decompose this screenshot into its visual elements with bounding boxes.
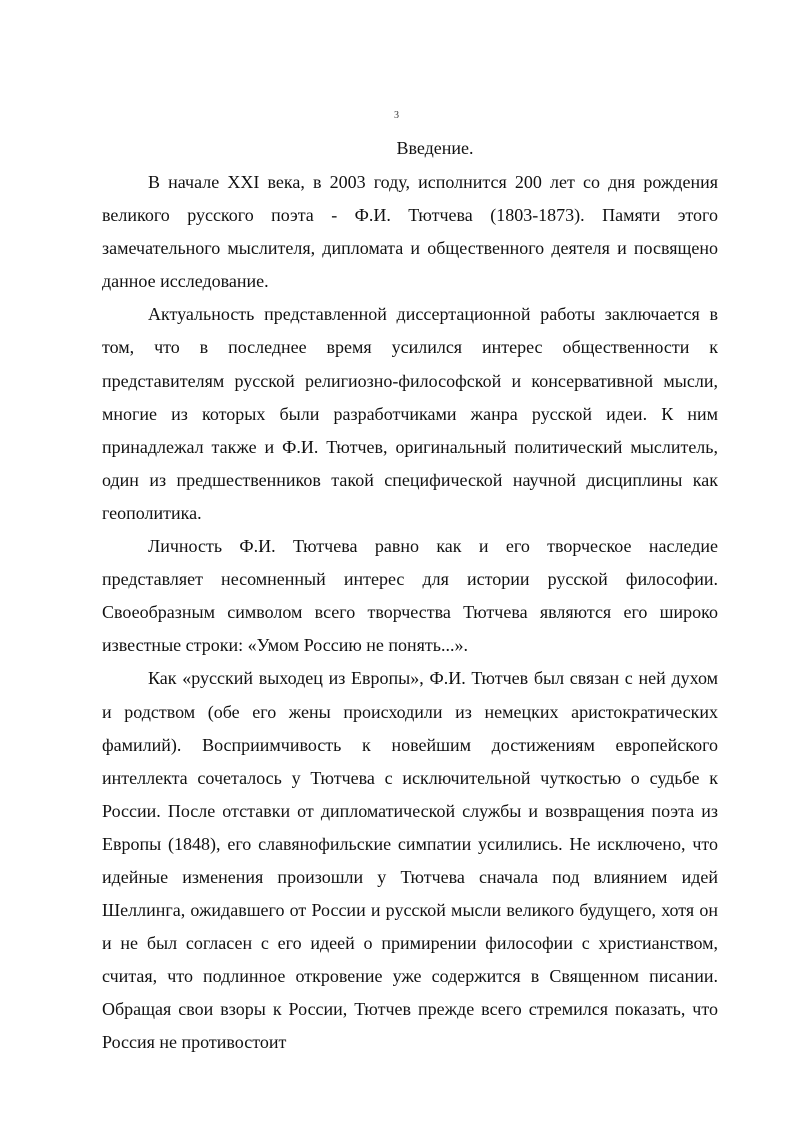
paragraph-4: Как «русский выходец из Европы», Ф.И. Тютчев был связан с ней духом и родством (обе его жены происходили из немецких аристократических фамилий). Восприимчивость к новейшим достижениям европейского интеллекта сочеталось у Тютчева с исключительной чуткостью о судьбе к России. После отставки от дипломатической службы и возвращения поэта из Европы (1848), его славянофильские симпатии усилились. Не исключено, что идейные изменения произошли у Тютчева сначала под влиянием идей Шеллинга, ожидавшего от России и русской мысли великого будущего, хотя он и не был согласен с его идеей о примирении философии с христианством, считая, что подлинное откровение уже содержится в Священном писании. Обращая свои взоры к России, Тютчев прежде всего стремился показать, что Россия не противостоит bbox=[102, 668, 718, 1053]
paragraph-1: В начале XXI века, в 2003 году, исполнится 200 лет со дня рождения великого русского поэта - Ф.И. Тютчева (1803-1873). Памяти этого замечательного мыслителя, дипломата и общественного деятеля и посвящено данное исследование. bbox=[102, 172, 718, 292]
page-title: Введение. bbox=[396, 138, 474, 158]
body-text bbox=[102, 166, 718, 1060]
paragraph-2: Актуальность представленной диссертационной работы заключается в том, что в последнее время усилился интерес общественности к представителям русской религиозно-философской и консервативной мысли, многие из которых были разработчиками жанра русской идеи. К ним принадлежал также и Ф.И. Тютчев, оригинальный политический мыслитель, один из предшественников такой специфической научной дисциплины как геополитика. bbox=[102, 304, 718, 523]
page-number: 3 bbox=[394, 110, 399, 121]
paragraph-3: Личность Ф.И. Тютчева равно как и его творческое наследие представляет несомненный интерес для истории русской философии. Своеобразным символом всего творчества Тютчева являются его широко известные строки: «Умом Россию не понять...». bbox=[102, 536, 718, 656]
